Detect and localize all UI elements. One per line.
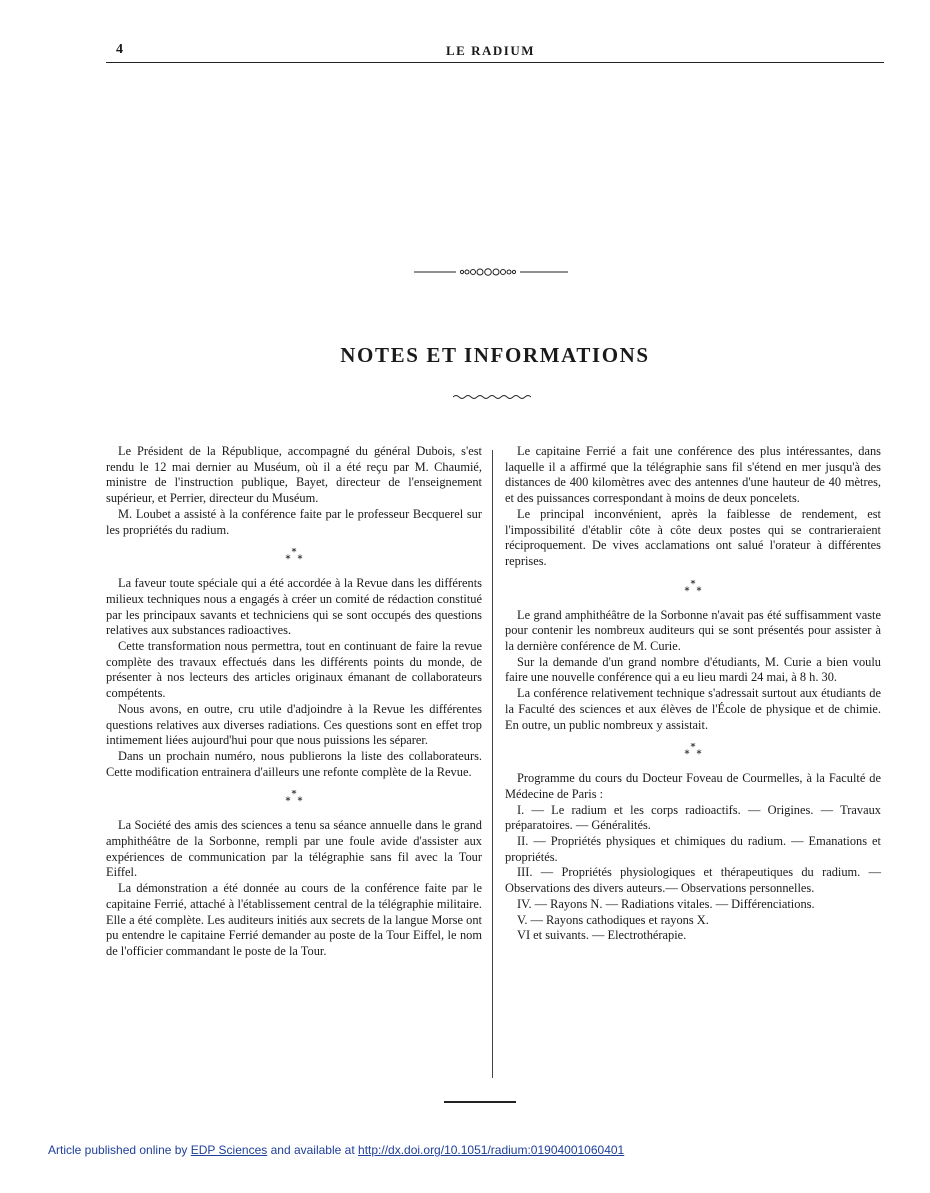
svg-text:*: * — [297, 554, 303, 563]
paragraph: Nous avons, en outre, cru utile d'adjoindre à la Revue les différentes questions relatives aux diverses radiations. Ces questions sont en effet trop intimement liées aujourd'hui pour que nous puissions les séparer. — [106, 701, 482, 748]
asterism-icon — [683, 580, 703, 594]
svg-text:*: * — [291, 548, 297, 559]
asterism-icon — [683, 743, 703, 757]
paragraph: La faveur toute spéciale qui a été accordée à la Revue dans les différents milieux techniques nous a engagés à créer un comité de rédaction constitué par les principaux savants et techniciens qui se sont occupés des questions relatives aux substances radioactives. — [106, 576, 482, 638]
list-item: I. — Le radium et les corps radioactifs. — Origines. — Travaux préparatoires. — Généralités. — [505, 802, 881, 833]
paragraph: Le grand amphithéâtre de la Sorbonne n'avait pas été suffisamment vaste pour contenir les nombreux auditeurs qui se sont présentés pour assister à la dernière conférence de M. Curie. — [505, 607, 881, 654]
paragraph: Dans un prochain numéro, nous publierons la liste des collaborateurs. Cette modification entrainera d'ailleurs une refonte complète de la Revue. — [106, 748, 482, 779]
list-item: V. — Rayons cathodiques et rayons X. — [517, 912, 709, 927]
asterism — [106, 780, 482, 818]
svg-text:*: * — [690, 743, 696, 754]
paragraph: M. Loubet a assisté à la conférence faite par le professeur Becquerel sur les propriétés du radium. — [106, 506, 482, 537]
svg-text:*: * — [696, 585, 702, 594]
paragraph: Le Président de la République, accompagné du général Dubois, s'est rendu le 12 mai dernier au Muséum, où il a été reçu par M. Chaumié, ministre de l'instruction publique, Bayet, directeur de l'enseignement supérieur, et Perrier, directeur du Muséum. — [106, 444, 482, 506]
column-divider — [492, 450, 493, 1078]
section-title: NOTES ET INFORMATIONS — [340, 343, 650, 367]
svg-text:*: * — [285, 796, 291, 805]
paragraph: Sur la demande d'un grand nombre d'étudiants, M. Curie a bien voulu faire une nouvelle conférence qui a eu lieu mardi 24 mai, à 8 h. 30. — [505, 654, 881, 685]
paragraph: Le capitaine Ferrié a fait une conférence des plus intéressantes, dans laquelle il a affirmé que la télégraphie sans fil s'étend en mer jusqu'à des distances de 400 kilomètres avec des antennes d'une hauteur de 40 mètres, et des puissances correspondant à moins de deux poncelets. — [505, 444, 881, 506]
right-column — [505, 444, 881, 944]
paragraph: Programme du cours du Docteur Foveau de Courmelles, à la Faculté de Médecine de Paris : — [505, 771, 881, 801]
svg-text:*: * — [684, 585, 690, 594]
svg-text:*: * — [684, 749, 690, 758]
footer — [48, 1143, 624, 1157]
list-item: IV. — Rayons N. — Radiations vitales. — Différenciations. — [517, 896, 815, 911]
footer-prefix: Article published online by — [48, 1143, 188, 1157]
publisher-link[interactable]: EDP Sciences — [190, 1143, 268, 1157]
svg-text:*: * — [696, 749, 702, 758]
paragraph: La Société des amis des sciences a tenu sa séance annuelle dans le grand amphithéâtre de la Sorbonne, rempli par une foule avide d'assister aux expériences de communication par la télégraphie sans fil avec la Tour Eiffel. — [106, 818, 482, 880]
journal-title: LE RADIUM — [446, 43, 535, 58]
wavy-rule — [453, 393, 531, 401]
svg-text:*: * — [297, 796, 303, 805]
running-header — [106, 42, 884, 63]
svg-text:*: * — [285, 554, 291, 563]
paragraph: La démonstration a été donnée au cours de la conférence faite par le capitaine Ferrié, attaché à l'établissement central de la télégraphie militaire. Elle a été complète. Les auditeurs initiés aux secrets de la langue Morse ont pu entendre le capitaine Ferrié demander au poste de la Tour Eiffel, le nom de l'officier commandant le poste de la Tour. — [106, 881, 482, 958]
svg-text:*: * — [690, 579, 696, 590]
end-rule — [444, 1101, 516, 1103]
svg-text:*: * — [291, 790, 297, 801]
asterism-icon — [284, 548, 304, 562]
list-item: VI et suivants. — Electrothérapie. — [517, 928, 687, 943]
asterism-icon — [284, 790, 304, 804]
paragraph: Cette transformation nous permettra, tout en continuant de faire la revue complète des travaux effectués dans les différents points du monde, de présenter à nos lecteurs des articles originaux émanant de collaborateurs compétents. — [106, 639, 482, 701]
page-number: 4 — [116, 42, 123, 57]
asterism — [505, 570, 881, 608]
footer-middle: and available at — [270, 1143, 355, 1157]
left-column — [106, 444, 482, 960]
list-item: III. — Propriétés physiologiques et thérapeutiques du radium. — Observations des divers auteurs.— Observations personnelles. — [505, 865, 881, 896]
doi-link[interactable]: http://dx.doi.org/10.1051/radium:01904001060401 — [358, 1143, 625, 1157]
paragraph: Le principal inconvénient, après la faiblesse de rendement, est l'impossibilité d'établir côte à côte deux postes qui se contrarieraient réciproquement. De vives acclamations ont salué l'orateur à différentes reprises. — [505, 506, 881, 568]
asterism — [106, 538, 482, 576]
paragraph: La conférence relativement technique s'adressait surtout aux étudiants de la Faculté des sciences et aux élèves de l'École de physique et de chimie. En outre, un public nombreux y assistait. — [505, 686, 881, 732]
asterism — [505, 733, 881, 771]
ornament-divider — [412, 264, 572, 280]
list-item: II. — Propriétés physiques et chimiques du radium. — Emanations et propriétés. — [505, 834, 881, 864]
